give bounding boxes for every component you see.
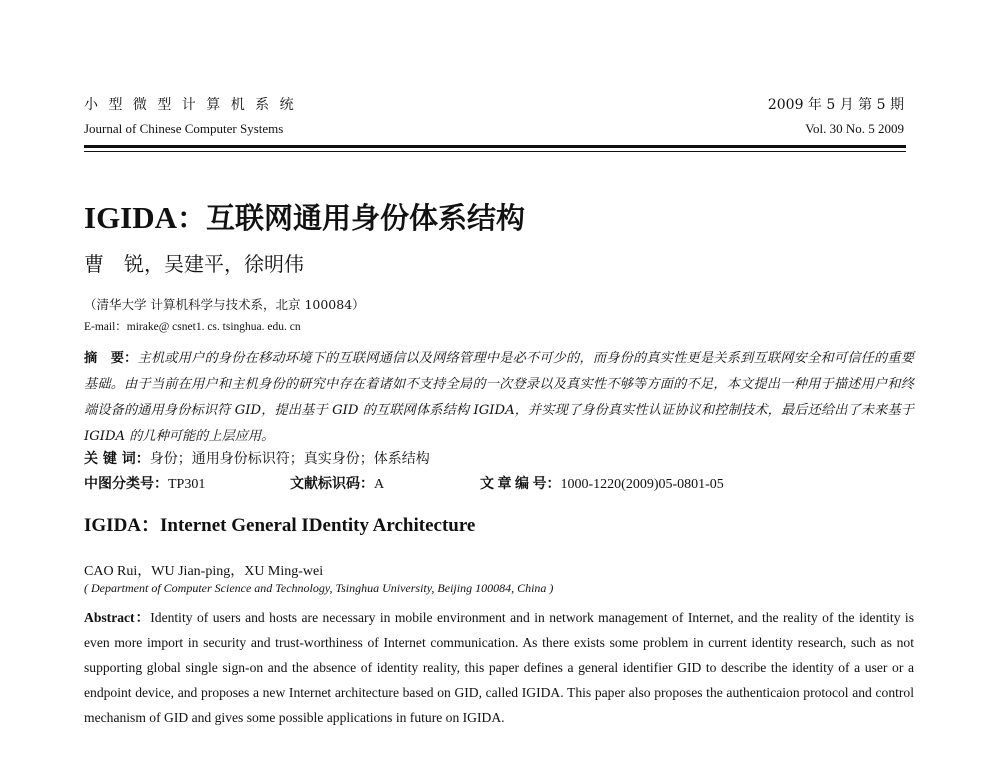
article-number — [480, 473, 724, 493]
author-email: E-mail：mirake@ csnet1. cs. tsinghua. edu. cn — [84, 321, 301, 333]
article-number-value: 1000-1220(2009)05-0801-05 — [560, 477, 724, 492]
affiliation-cn: （清华大学 计算机科学与技术系，北京 100084） — [84, 297, 365, 312]
header-rule-thick — [84, 145, 906, 148]
issue-volume: Vol. 30 No. 5 2009 — [805, 121, 904, 136]
header-rule-thin — [84, 151, 906, 152]
abstract-cn — [84, 346, 914, 450]
keywords-cn — [84, 448, 430, 468]
journal-name-cn: 小 型 微 型 计 算 机 系 统 — [84, 97, 297, 113]
classification-value: TP301 — [168, 477, 206, 492]
abstract-en — [84, 605, 914, 730]
authors-cn: 曹 锐，吴建平，徐明伟 — [84, 252, 304, 276]
classification-label: 中图分类号： — [84, 477, 168, 492]
affiliation-en: ( Department of Computer Science and Technology, Tsinghua University, Beijing 100084, China ) — [84, 581, 554, 595]
authors-en: CAO Rui，WU Jian-ping，XU Ming-wei — [84, 564, 324, 579]
title-cn — [84, 196, 525, 237]
keywords-cn-label: 关 键 词： — [84, 451, 150, 467]
title-cn-rest: ：互联网通用身份体系结构 — [177, 201, 526, 235]
abstract-cn-label: 摘 要： — [84, 351, 138, 366]
title-cn-latin: IGIDA — [84, 200, 178, 235]
issue-date: 2009 年 5 月 第 5 期 — [767, 97, 904, 113]
keywords-cn-text: 身份；通用身份标识符；真实身份；体系结构 — [149, 451, 430, 467]
abstract-cn-text: 主机或用户的身份在移动环境下的互联网通信以及网络管理中是必不可少的，而身份的真实性更是关系到互联网安全和可信任的重要基础。由于当前在用户和主机身份的研究中存在着诸如不支持全局的一次登录以及真实性不够等方面的不足，本文提出一种用于描述用户和终端设备的通用身份标识符 GID，提出基于 GID 的互联网体系结构 IGIDA，并实现了身份真实性认证协议和控制技术，最后还给出了未来基于 IGIDA 的几种可能的上层应用。 — [84, 351, 914, 444]
document-code-label: 文献标识码： — [290, 477, 374, 492]
abstract-en-text: Identity of users and hosts are necessary in mobile environment and in network management of Internet, and the reality of the identity is even more import in security and trust-worthiness of Internet communication. As there exists some problem in current identity research, such as not supporting global single sign-on and the absence of identity reality, this paper defines a general identifier GID to describe the identity of a user or a endpoint device, and proposes a new Internet architecture based on GID, called IGIDA. This paper also proposes the authenticaion protocol and control mechanism of GID and gives some possible applications in future on IGIDA. — [84, 610, 914, 725]
article-number-label: 文 章 编 号： — [480, 477, 561, 492]
document-code — [290, 473, 384, 493]
journal-name-en: Journal of Chinese Computer Systems — [84, 121, 284, 136]
document-code-value: A — [374, 477, 385, 492]
abstract-en-label: Abstract： — [84, 610, 151, 625]
title-en: IGIDA：Internet General IDentity Architecture — [84, 515, 476, 536]
classification-number — [84, 473, 205, 493]
